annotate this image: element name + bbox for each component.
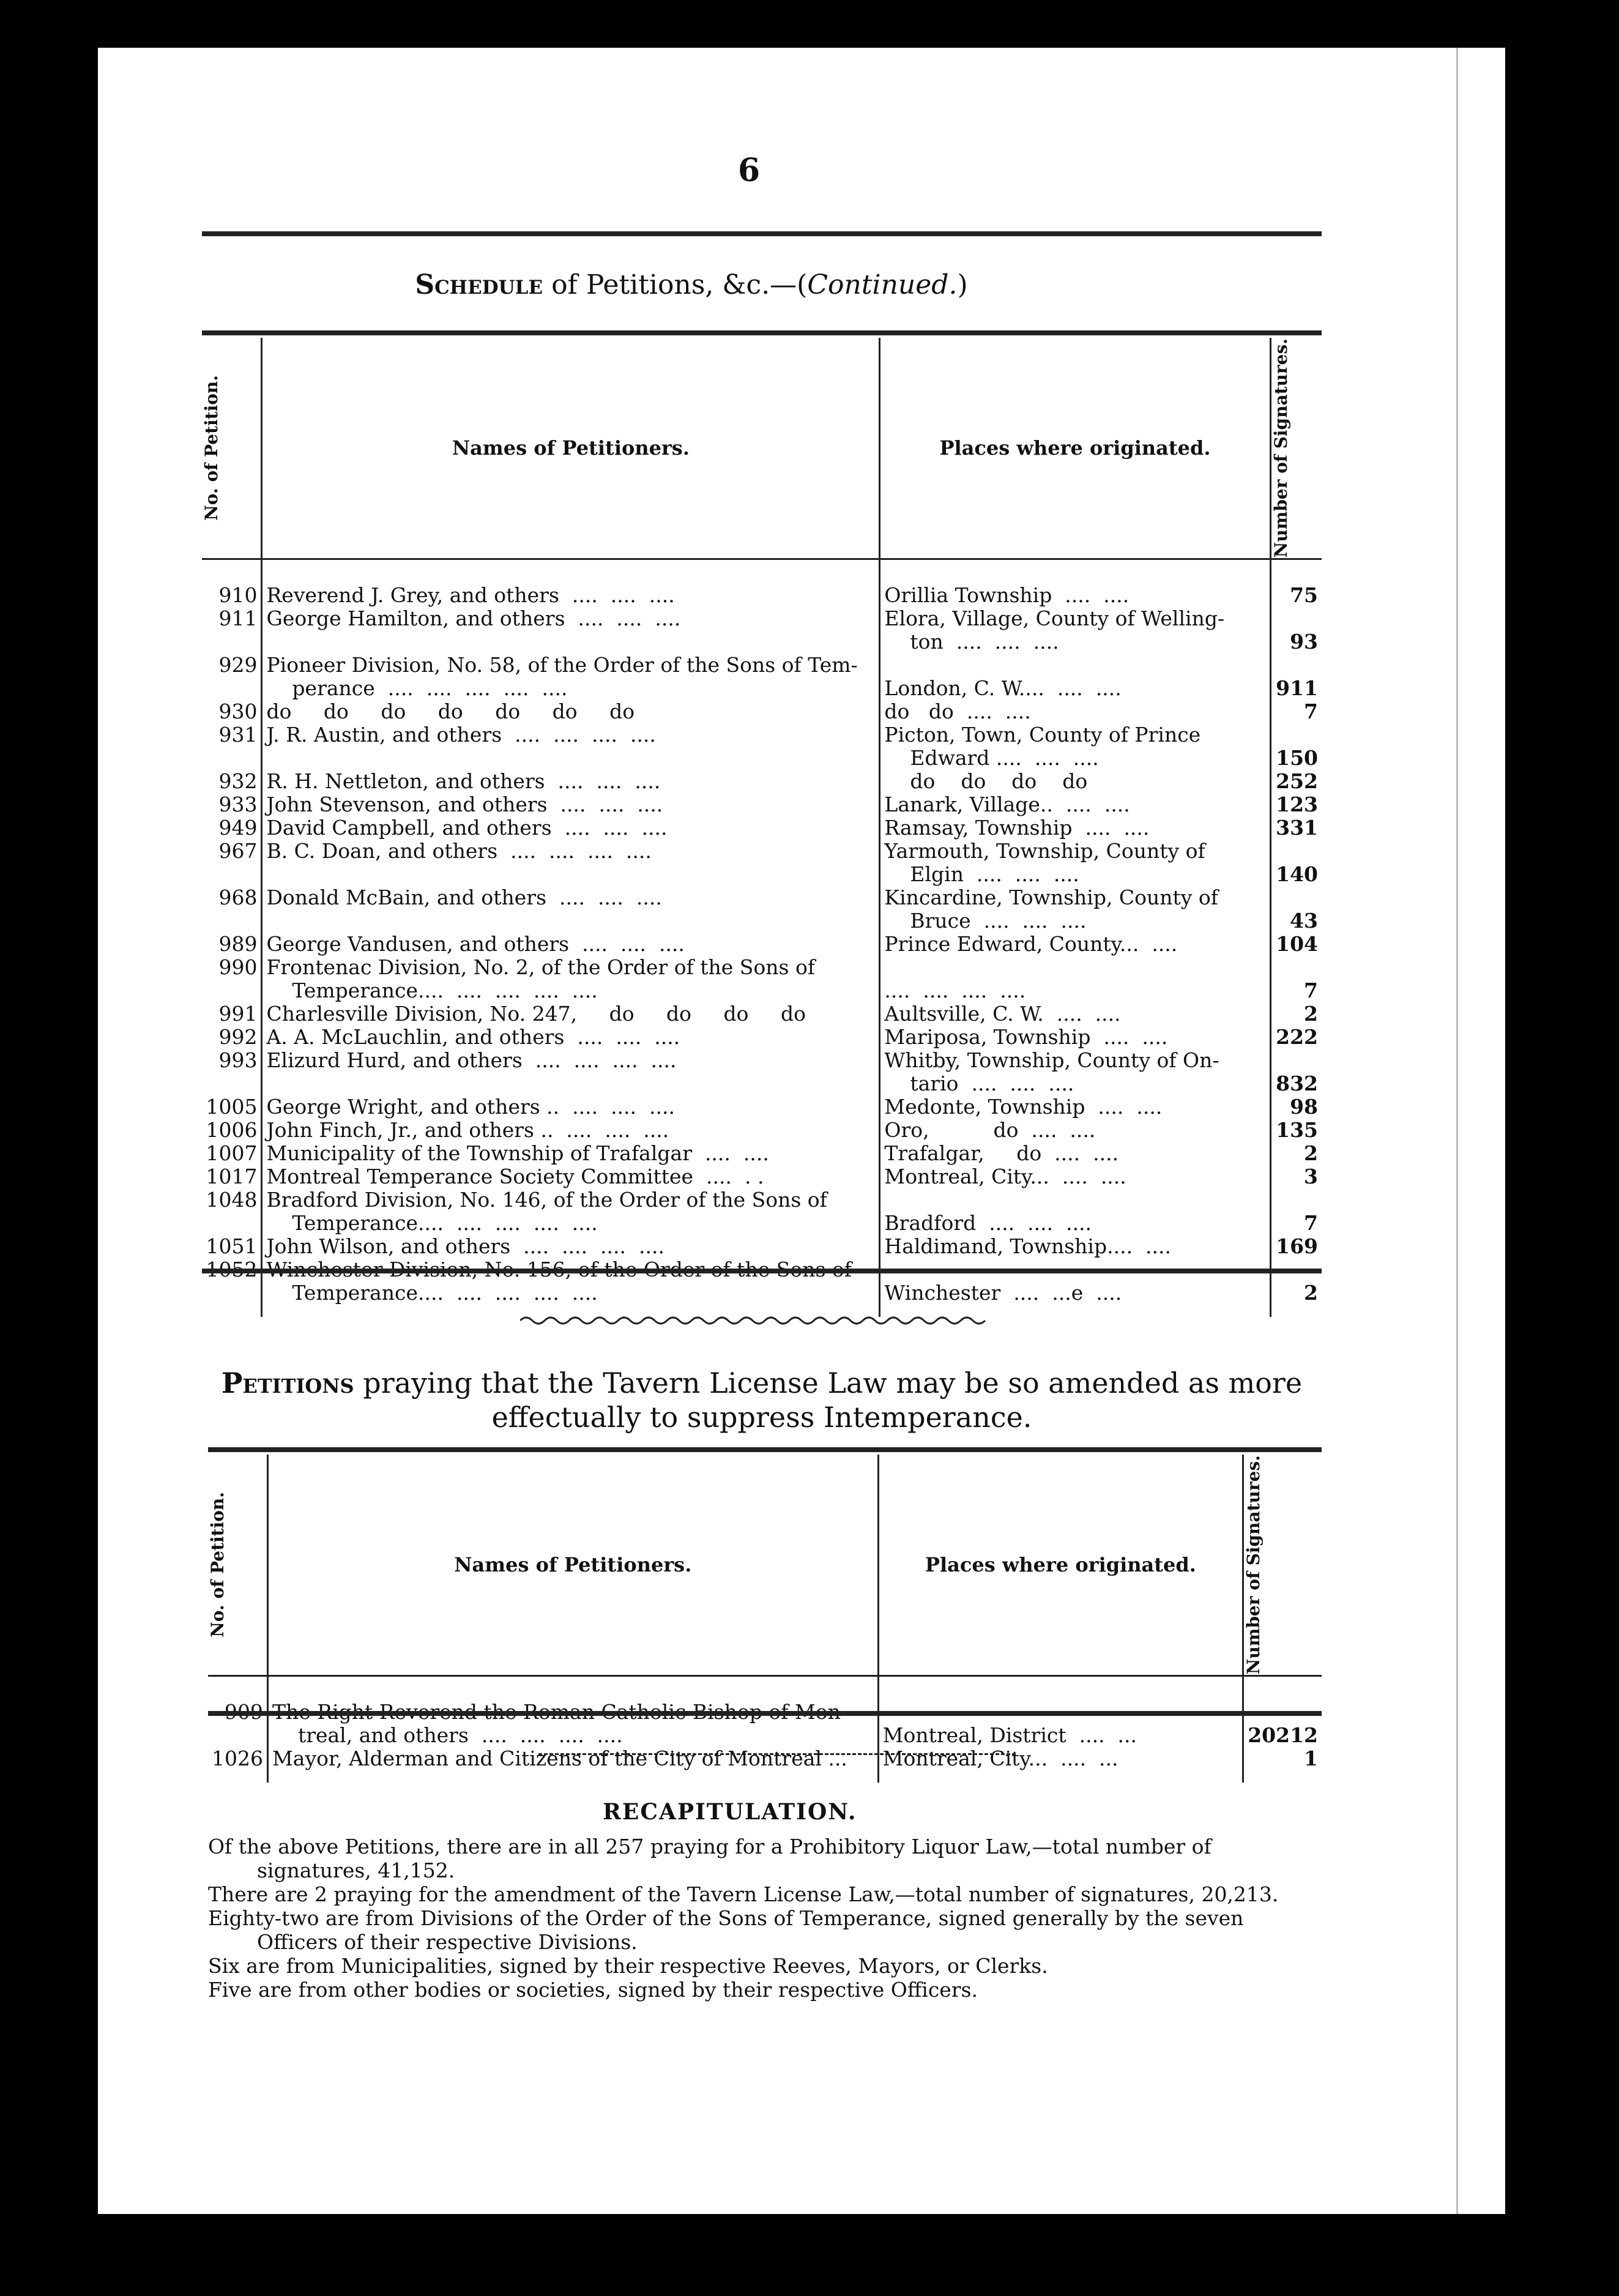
petition-number: 968 bbox=[218, 885, 258, 909]
petitioner-name: treal, and others .... .... .... .... bbox=[267, 1724, 878, 1747]
recap-line: Eighty-two are from Divisions of the Order of the Sons of Temperance, signed generally by the seven Officers of their respective Divisions. bbox=[208, 1906, 1244, 1954]
petition-number bbox=[202, 1212, 262, 1235]
petition-number: 993 bbox=[218, 1048, 258, 1072]
petitions-heading-line1: praying that the Tavern License Law may be so amended as more bbox=[354, 1366, 1303, 1400]
petition-number: 989 bbox=[218, 931, 258, 956]
place-originated: Oro, do .... .... bbox=[880, 1119, 1270, 1142]
signature-count: 98 bbox=[1290, 1094, 1318, 1119]
signature-count: 252 bbox=[1276, 769, 1318, 793]
place-originated: Lanark, Village.. .... .... bbox=[880, 793, 1270, 816]
table-row bbox=[202, 1235, 1322, 1258]
table-row bbox=[202, 1002, 1322, 1026]
header-signatures: Number of Signatures. bbox=[1270, 338, 1291, 558]
table-row bbox=[202, 979, 1322, 1002]
schedule-title-suffix: ) bbox=[957, 269, 968, 300]
signature-count: 2 bbox=[1304, 1141, 1318, 1165]
table-row bbox=[202, 1165, 1322, 1188]
recap-body bbox=[208, 1835, 1328, 2002]
signature-count: 2 bbox=[1304, 1280, 1318, 1305]
petitioner-name: Reverend J. Grey, and others .... .... .... bbox=[262, 584, 880, 607]
petition-number: 967 bbox=[218, 838, 258, 863]
petitioner-name: A. A. McLauchlin, and others .... .... .... bbox=[262, 1026, 880, 1049]
petitioner-name: Montreal Temperance Society Committee .... . . bbox=[262, 1165, 880, 1188]
table-row bbox=[202, 1026, 1322, 1049]
signature-count: 75 bbox=[1290, 583, 1318, 607]
signature-count: 832 bbox=[1276, 1071, 1318, 1095]
signature-count bbox=[1270, 956, 1322, 979]
table2-top-rule bbox=[208, 1447, 1322, 1452]
place-originated: Ramsay, Township .... .... bbox=[880, 816, 1270, 840]
signature-count bbox=[1270, 1049, 1322, 1072]
recap-line: There are 2 praying for the amendment of the Tavern License Law,—total number of signatures, 20,213. bbox=[208, 1882, 1279, 1906]
place-originated: do do do do bbox=[880, 770, 1270, 793]
place-originated: Haldimand, Township.... .... bbox=[880, 1235, 1270, 1258]
petitioner-name: B. C. Doan, and others .... .... .... .... bbox=[262, 840, 880, 863]
petition-number bbox=[208, 1724, 267, 1747]
petition-number bbox=[202, 979, 262, 1002]
signature-count: 222 bbox=[1276, 1024, 1318, 1049]
table-row bbox=[202, 956, 1322, 979]
table-row bbox=[202, 1281, 1322, 1305]
signature-count bbox=[1270, 607, 1322, 630]
place-originated: Medonte, Township .... .... bbox=[880, 1095, 1270, 1119]
table-row bbox=[202, 793, 1322, 816]
petitioner-name: perance .... .... .... .... .... bbox=[262, 677, 880, 700]
petition-number: 1017 bbox=[206, 1164, 258, 1188]
petition-number bbox=[202, 677, 262, 700]
signature-count: 7 bbox=[1304, 978, 1318, 1002]
petition-number: 911 bbox=[218, 606, 258, 630]
petition-number: 1007 bbox=[206, 1141, 258, 1165]
petition-number: 949 bbox=[218, 815, 258, 840]
petition-number bbox=[202, 909, 262, 933]
petitioner-name: George Wright, and others .. .... .... .... bbox=[262, 1095, 880, 1119]
petitioner-name: J. R. Austin, and others .... .... .... .... bbox=[262, 723, 880, 747]
petitioner-name: John Stevenson, and others .... .... .... bbox=[262, 793, 880, 816]
signature-count bbox=[1270, 840, 1322, 863]
table-row bbox=[202, 933, 1322, 956]
place-originated: Kincardine, Township, County of bbox=[880, 886, 1270, 909]
schedule-table-body bbox=[202, 584, 1322, 1317]
petitions-heading bbox=[202, 1366, 1322, 1434]
table-row bbox=[202, 607, 1322, 630]
place-originated: Aultsville, C. W. .... .... bbox=[880, 1002, 1270, 1026]
place-originated: ton .... .... .... bbox=[880, 630, 1270, 654]
signature-count: 150 bbox=[1276, 745, 1318, 770]
petitioner-name bbox=[262, 630, 880, 654]
schedule-title bbox=[202, 269, 1181, 300]
place-originated: Elora, Village, County of Welling- bbox=[880, 607, 1270, 630]
petition-number: 992 bbox=[218, 1024, 258, 1049]
petition-number: 933 bbox=[218, 792, 258, 816]
petition-number: 931 bbox=[218, 722, 258, 747]
recap-line: Six are from Municipalities, signed by their respective Reeves, Mayors, or Clerks. bbox=[208, 1954, 1048, 1978]
petition-number: 1005 bbox=[206, 1094, 258, 1119]
top-rule bbox=[202, 231, 1322, 236]
table-row bbox=[202, 1049, 1322, 1072]
page-number: 6 bbox=[738, 152, 761, 189]
petition-number bbox=[202, 1281, 262, 1305]
signature-count bbox=[1270, 654, 1322, 677]
signature-count: 1 bbox=[1304, 1746, 1318, 1770]
table-row bbox=[202, 677, 1322, 700]
table-row bbox=[202, 886, 1322, 909]
header-signatures: Number of Signatures. bbox=[1243, 1455, 1264, 1675]
table-row bbox=[202, 863, 1322, 886]
petitioner-name: Temperance.... .... .... .... .... bbox=[262, 1212, 880, 1235]
header-places: Places where originated. bbox=[878, 1455, 1243, 1676]
header-no: No. of Petition. bbox=[201, 375, 221, 521]
place-originated: Bradford .... .... .... bbox=[880, 1212, 1270, 1235]
petition-number: 929 bbox=[218, 652, 258, 677]
signature-count bbox=[1270, 886, 1322, 909]
petitioner-name: Municipality of the Township of Trafalgar .... .... bbox=[262, 1142, 880, 1165]
header-no: No. of Petition. bbox=[207, 1492, 228, 1638]
place-originated: Montreal, City... .... ... bbox=[878, 1747, 1243, 1770]
petitioner-name: Donald McBain, and others .... .... .... bbox=[262, 886, 880, 909]
petition-number: 1006 bbox=[206, 1117, 258, 1142]
petitioner-name: Temperance.... .... .... .... .... bbox=[262, 979, 880, 1002]
place-originated: London, C. W.... .... .... bbox=[880, 677, 1270, 700]
petition-number bbox=[202, 630, 262, 654]
schedule-table bbox=[202, 338, 1322, 1317]
signature-count: 3 bbox=[1304, 1164, 1318, 1188]
table-row bbox=[202, 1188, 1322, 1212]
petition-number: 1051 bbox=[206, 1234, 258, 1258]
petition-number: 991 bbox=[218, 1001, 258, 1026]
signature-count bbox=[1270, 1188, 1322, 1212]
signature-count: 7 bbox=[1304, 699, 1318, 723]
table-row bbox=[202, 816, 1322, 840]
table-row bbox=[202, 1119, 1322, 1142]
place-originated: Edward .... .... .... bbox=[880, 747, 1270, 770]
schedule-title-italic: Continued. bbox=[807, 269, 958, 300]
table-row bbox=[202, 1142, 1322, 1165]
petition-number bbox=[202, 747, 262, 770]
place-originated: Mariposa, Township .... .... bbox=[880, 1026, 1270, 1049]
petition-number bbox=[202, 863, 262, 886]
table-row bbox=[202, 747, 1322, 770]
tavern-petitions-table bbox=[208, 1455, 1322, 1783]
petitioner-name bbox=[262, 863, 880, 886]
table-row bbox=[208, 1747, 1322, 1770]
petitions-heading-prefix: Petitions bbox=[221, 1366, 354, 1400]
table-row bbox=[202, 1212, 1322, 1235]
table-row bbox=[202, 909, 1322, 933]
petitioner-name bbox=[262, 1072, 880, 1095]
petitioner-name: David Campbell, and others .... .... .... bbox=[262, 816, 880, 840]
signature-count: 7 bbox=[1304, 1210, 1318, 1235]
table-row bbox=[202, 584, 1322, 607]
table-row bbox=[202, 840, 1322, 863]
signature-count bbox=[1270, 723, 1322, 747]
table-row bbox=[202, 654, 1322, 677]
table-row bbox=[202, 723, 1322, 747]
recap-line: Of the above Petitions, there are in all 257 praying for a Prohibitory Liquor Law,—total number of signatures, 41,152. bbox=[208, 1835, 1211, 1882]
place-originated: Yarmouth, Township, County of bbox=[880, 840, 1270, 863]
table1-bottom-rule bbox=[202, 1269, 1322, 1273]
signature-count: 43 bbox=[1290, 908, 1318, 933]
place-originated: .... .... .... .... bbox=[880, 979, 1270, 1002]
petitioner-name: Bradford Division, No. 146, of the Order of the Sons of bbox=[262, 1188, 880, 1212]
petitioner-name: Pioneer Division, No. 58, of the Order of the Sons of Tem- bbox=[262, 654, 880, 677]
place-originated: tario .... .... .... bbox=[880, 1072, 1270, 1095]
place-originated bbox=[880, 1188, 1270, 1212]
petitioner-name: do do do do do do do bbox=[262, 700, 880, 723]
table-row bbox=[202, 630, 1322, 654]
petition-number: 930 bbox=[218, 699, 258, 723]
petitioner-name bbox=[262, 909, 880, 933]
schedule-title-text: of Petitions, &c.—( bbox=[543, 269, 808, 300]
petitioner-name: John Finch, Jr., and others .. .... .... .... bbox=[262, 1119, 880, 1142]
petitioner-name: Elizurd Hurd, and others .... .... .... .... bbox=[262, 1049, 880, 1072]
petition-number: 932 bbox=[218, 769, 258, 793]
signature-count: 911 bbox=[1276, 676, 1318, 700]
page-spine-edge bbox=[1456, 48, 1507, 2214]
table1-top-rule bbox=[202, 330, 1322, 335]
petitioner-name: George Vandusen, and others .... .... .... bbox=[262, 933, 880, 956]
signature-count: 135 bbox=[1276, 1117, 1318, 1142]
petitioner-name: George Hamilton, and others .... .... .... bbox=[262, 607, 880, 630]
place-originated: Montreal, District .... ... bbox=[878, 1724, 1243, 1747]
signature-count: 20212 bbox=[1248, 1723, 1318, 1747]
header-places: Places where originated. bbox=[880, 338, 1270, 559]
table-row bbox=[202, 1072, 1322, 1095]
place-originated: Montreal, City... .... .... bbox=[880, 1165, 1270, 1188]
signature-count: 93 bbox=[1290, 629, 1318, 654]
place-originated: Bruce .... .... .... bbox=[880, 909, 1270, 933]
dashed-divider bbox=[538, 1753, 1016, 1755]
petitioner-name bbox=[262, 747, 880, 770]
signature-count: 104 bbox=[1276, 931, 1318, 956]
petition-number: 910 bbox=[218, 583, 258, 607]
petition-number: 990 bbox=[218, 955, 258, 979]
place-originated: Whitby, Township, County of On- bbox=[880, 1049, 1270, 1072]
table-row bbox=[202, 1095, 1322, 1119]
petitioner-name: Temperance.... .... .... .... .... bbox=[262, 1281, 880, 1305]
place-originated: Picton, Town, County of Prince bbox=[880, 723, 1270, 747]
petitioner-name: Mayor, Alderman and Citizens of the City of Montreal ... bbox=[267, 1747, 878, 1770]
place-originated: Trafalgar, do .... .... bbox=[880, 1142, 1270, 1165]
place-originated: Prince Edward, County... .... bbox=[880, 933, 1270, 956]
signature-count: 123 bbox=[1276, 792, 1318, 816]
petitioner-name: Charlesville Division, No. 247, do do do do bbox=[262, 1002, 880, 1026]
place-originated: Elgin .... .... .... bbox=[880, 863, 1270, 886]
schedule-title-prefix: Schedule bbox=[415, 269, 543, 300]
table-row bbox=[202, 700, 1322, 723]
place-originated: Winchester .... ...e .... bbox=[880, 1281, 1270, 1305]
place-originated: do do .... .... bbox=[880, 700, 1270, 723]
signature-count: 140 bbox=[1276, 862, 1318, 886]
signature-count: 169 bbox=[1276, 1234, 1318, 1258]
signature-count: 2 bbox=[1304, 1001, 1318, 1026]
place-originated bbox=[880, 956, 1270, 979]
header-names: Names of Petitioners. bbox=[267, 1455, 878, 1676]
petition-number: 1026 bbox=[212, 1746, 263, 1770]
header-names: Names of Petitioners. bbox=[262, 338, 880, 559]
signature-count: 331 bbox=[1276, 815, 1318, 840]
petitions-heading-line2: effectually to suppress Intemperance. bbox=[491, 1401, 1032, 1434]
petition-number bbox=[202, 1072, 262, 1095]
place-originated: Orillia Township .... .... bbox=[880, 584, 1270, 607]
place-originated bbox=[880, 654, 1270, 677]
petitioner-name: R. H. Nettleton, and others .... .... .... bbox=[262, 770, 880, 793]
recap-title: RECAPITULATION. bbox=[603, 1799, 857, 1825]
table-row bbox=[208, 1724, 1322, 1747]
petitioner-name: John Wilson, and others .... .... .... .... bbox=[262, 1235, 880, 1258]
petition-number: 1048 bbox=[206, 1187, 258, 1212]
petitioner-name: Frontenac Division, No. 2, of the Order of the Sons of bbox=[262, 956, 880, 979]
recap-line: Five are from other bodies or societies, signed by their respective Officers. bbox=[208, 1978, 978, 2002]
table-row bbox=[202, 770, 1322, 793]
wavy-divider bbox=[520, 1314, 991, 1327]
table2-bottom-rule bbox=[208, 1711, 1322, 1716]
